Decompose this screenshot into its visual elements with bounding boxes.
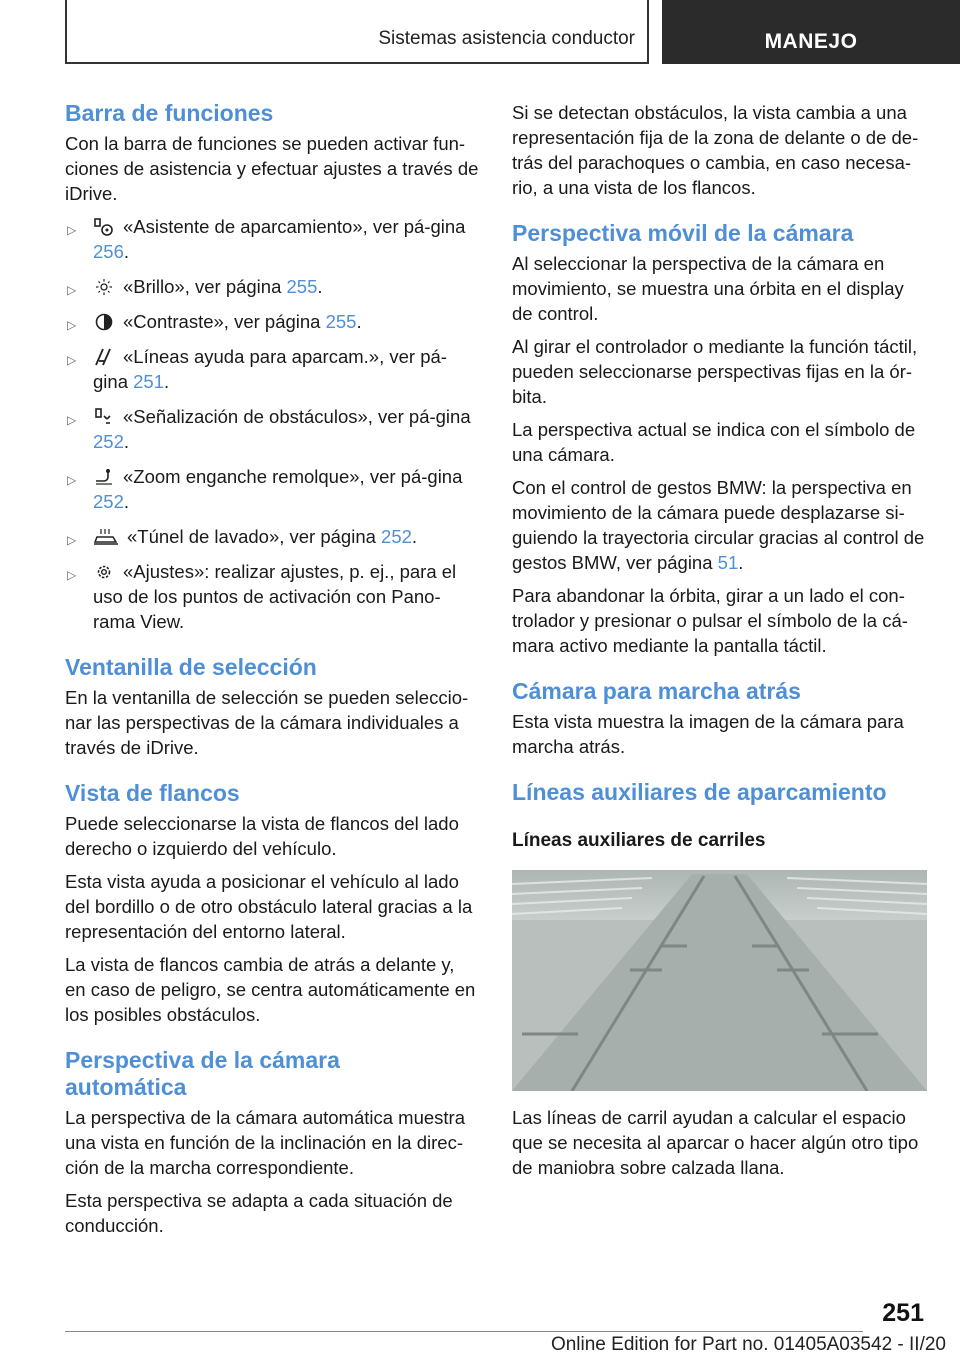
section-parking-lines: [512, 779, 926, 1180]
car-wash-icon: [93, 528, 119, 546]
heading-automatic-camera: Perspectiva de la cámara automática: [65, 1047, 340, 1100]
page-link[interactable]: 256: [93, 241, 124, 262]
footer-divider: [65, 1331, 863, 1332]
item-text: «Ajustes»: realizar ajustes, p. ej., para el uso de los puntos de activación con Pano-rama View.: [93, 561, 457, 632]
item-text: «Líneas ayuda para aparcam.», ver pá-gina: [93, 346, 447, 392]
page-link[interactable]: 252: [93, 431, 124, 452]
page-number: 251: [882, 1299, 924, 1327]
section-rear-camera: [512, 678, 926, 759]
page-link[interactable]: 255: [286, 276, 318, 297]
brightness-icon: [93, 278, 115, 296]
item-text: «Túnel de lavado», ver página: [127, 526, 382, 547]
list-item: ▷ «Asistente de aparcamiento», ver pá-gina 256.: [67, 216, 466, 262]
page-link[interactable]: 252: [381, 526, 412, 547]
paragraph: Al girar el controlador o mediante la función táctil, pueden seleccionarse perspectivas fijas en la ór-bita.: [512, 336, 918, 407]
paragraph: Esta vista muestra la imagen de la cámara para marcha atrás.: [512, 711, 904, 757]
item-text: «Señalización de obstáculos», ver pá-gina: [123, 406, 471, 427]
header-box: [65, 0, 649, 64]
paragraph: Con el control de gestos BMW: la perspectiva en movimiento de la cámara puede desplazarse si-guiendo la trayectoria circular gracias al control de gestos BMW, ver página 51.: [512, 477, 925, 573]
list-item: ▷ «Brillo», ver página 255.: [65, 274, 479, 299]
bullet-triangle-icon: ▷: [67, 533, 77, 547]
list-item: ▷ «Zoom enganche remolque», ver pá-gina 252.: [67, 466, 463, 512]
paragraph: La perspectiva de la cámara automática muestra una vista en función de la inclinación en la direc-ción de la marcha correspondiente.: [65, 1107, 466, 1178]
page-link[interactable]: 252: [93, 491, 124, 512]
heading-rear-camera: Cámara para marcha atrás: [512, 678, 801, 704]
paragraph: Para abandonar la órbita, girar a un lado el con-trolador y presionar o pulsar el símbolo de la cá-mara activo mediante la pantalla táctil.: [512, 585, 908, 656]
bullet-triangle-icon: ▷: [67, 413, 77, 427]
section-selection-window: [65, 654, 479, 760]
item-text: «Zoom enganche remolque», ver pá-gina: [123, 466, 463, 487]
page-link[interactable]: 251: [133, 371, 164, 392]
subheading-lane-lines: Líneas auxiliares de carriles: [512, 830, 766, 851]
page-link[interactable]: 51: [717, 552, 739, 573]
heading-selection-window: Ventanilla de selección: [65, 654, 317, 680]
lane-lines-illustration: [512, 870, 927, 1091]
chapter-tab: MANEJO: [662, 0, 960, 64]
header-title: Sistemas asistencia conductor: [378, 28, 635, 49]
section-function-bar: [65, 100, 479, 634]
paragraph: La vista de flancos cambia de atrás a delante y, en caso de peligro, se centra automáticamente en los posibles obstáculos.: [65, 954, 476, 1025]
list-item: [65, 559, 479, 634]
parking-assistant-icon: [93, 218, 115, 236]
section-moving-camera: [512, 220, 926, 658]
bullet-triangle-icon: ▷: [67, 568, 77, 582]
right-column: [512, 100, 926, 1188]
item-text: «Brillo», ver página: [123, 276, 287, 297]
left-column: [65, 100, 479, 1246]
list-item: ▷ «Líneas ayuda para aparcam.», ver pá-gina 251.: [67, 346, 447, 392]
paragraph: Al seleccionar la perspectiva de la cámara en movimiento, se muestra una órbita en el display de control.: [512, 253, 904, 324]
function-bar-intro: Con la barra de funciones se pueden activar fun-ciones de asistencia y efectuar ajustes a través de iDrive.: [65, 133, 479, 204]
section-automatic-camera: [65, 1047, 479, 1238]
paragraph: La perspectiva actual se indica con el símbolo de una cámara.: [512, 419, 916, 465]
settings-icon: [93, 563, 115, 581]
item-text: «Asistente de aparcamiento», ver pá-gina: [123, 216, 466, 237]
figure-caption: Las líneas de carril ayudan a calcular el espacio que se necesita al aparcar o hacer algún otro tipo de maniobra sobre calzada llana.: [512, 1107, 919, 1178]
bullet-triangle-icon: ▷: [67, 223, 77, 237]
paragraph: Puede seleccionarse la vista de flancos del lado derecho o izquierdo del vehículo.: [65, 813, 459, 859]
footer-edition: Online Edition for Part no. 01405A03542 - II/20: [550, 1334, 946, 1355]
list-item: ▷ «Señalización de obstáculos», ver pá-gina 252.: [67, 406, 471, 452]
obstacle-marking-icon: [93, 408, 115, 426]
section-side-view: [65, 780, 479, 1027]
paragraph: En la ventanilla de selección se pueden seleccio-nar las perspectivas de la cámara individuales a través de iDrive.: [65, 687, 469, 758]
bullet-triangle-icon: ▷: [67, 353, 77, 367]
trailer-hitch-icon: [93, 468, 115, 486]
heading-moving-camera: Perspectiva móvil de la cámara: [512, 220, 854, 246]
paragraph: Esta perspectiva se adapta a cada situación de conducción.: [65, 1190, 453, 1236]
heading-side-view: Vista de flancos: [65, 780, 240, 806]
item-text: «Contraste», ver página: [123, 311, 326, 332]
paragraph: Si se detectan obstáculos, la vista cambia a una representación fija de la zona de delante o de de-trás del parachoques o cambia, en caso necesa-rio, a una vista de los flancos.: [512, 102, 919, 198]
heading-function-bar: Barra de funciones: [65, 100, 274, 126]
function-list: [65, 214, 479, 634]
parking-lines-icon: [93, 348, 115, 366]
heading-parking-lines: Líneas auxiliares de aparcamiento: [512, 779, 887, 805]
list-item: ▷ «Contraste», ver página 255.: [65, 309, 479, 334]
bullet-triangle-icon: ▷: [67, 473, 77, 487]
bullet-triangle-icon: ▷: [67, 318, 77, 332]
page-link[interactable]: 255: [325, 311, 357, 332]
bullet-triangle-icon: ▷: [67, 283, 77, 297]
paragraph: Esta vista ayuda a posicionar el vehículo al lado del bordillo o de otro obstáculo lateral gracias a la representación del entorno lateral.: [65, 871, 473, 942]
contrast-icon: [93, 313, 115, 331]
list-item: ▷ «Túnel de lavado», ver página 252.: [65, 524, 479, 549]
